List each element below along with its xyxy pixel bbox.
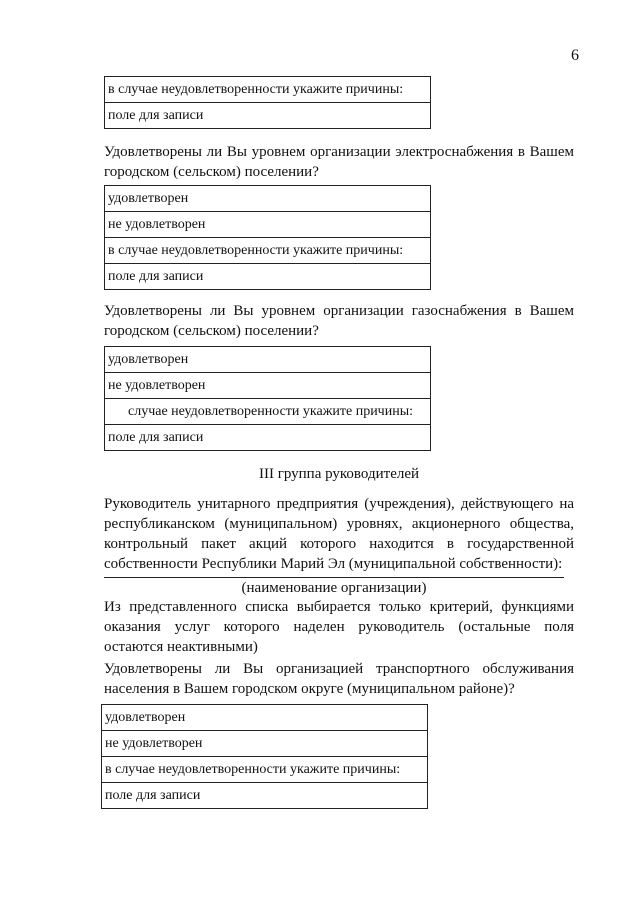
response-table-1 xyxy=(104,76,431,129)
satisfied-option[interactable]: удовлетворен xyxy=(105,347,430,373)
satisfied-option[interactable]: удовлетворен xyxy=(105,186,430,212)
response-table-3 xyxy=(104,346,431,451)
page-number: 6 xyxy=(571,47,579,64)
not-satisfied-option[interactable]: не удовлетворен xyxy=(105,212,430,238)
group-heading: III группа руководителей xyxy=(258,466,420,482)
organization-caption: (наименование организации) xyxy=(241,580,427,596)
entry-field[interactable]: поле для записи xyxy=(108,269,204,284)
entry-field[interactable]: поле для записи xyxy=(105,788,201,803)
response-table-2 xyxy=(104,185,431,290)
reasons-option[interactable]: в случае неудовлетворенности укажите причины: xyxy=(102,757,427,783)
question-transport: Удовлетворены ли Вы организацией транспортного обслуживания населения в Вашем городском округе (муниципальном районе)? xyxy=(104,661,574,697)
question-electricity: Удовлетворены ли Вы уровнем организации электроснабжения в Вашем городском (сельском) поселении? xyxy=(104,144,574,180)
entry-field[interactable]: поле для записи xyxy=(108,108,204,123)
reasons-option[interactable]: случае неудовлетворенности укажите причины: xyxy=(105,399,430,425)
reasons-option[interactable]: в случае неудовлетворенности укажите причины: xyxy=(105,238,430,264)
question-gas: Удовлетворены ли Вы уровнем организации газоснабжения в Вашем городском (сельском) поселении? xyxy=(104,303,574,339)
satisfied-option[interactable]: удовлетворен xyxy=(102,705,427,731)
instruction-text: Из представленного списка выбирается только критерий, функциями оказания услуг которого наделен руководитель (остальные поля остаются неактивными) xyxy=(104,599,574,655)
entry-field[interactable]: поле для записи xyxy=(108,430,204,445)
reasons-option[interactable]: в случае неудовлетворенности укажите причины: xyxy=(105,77,430,103)
organization-name-line[interactable] xyxy=(104,577,564,578)
not-satisfied-option[interactable]: не удовлетворен xyxy=(102,731,427,757)
response-table-4 xyxy=(101,704,428,809)
not-satisfied-option[interactable]: не удовлетворен xyxy=(105,373,430,399)
leader-description: Руководитель унитарного предприятия (учреждения), действующего на республиканском (муниципальном) уровнях, акционерного общества, контрольный пакет акций которого находится в государственной собственности Республики Марий Эл (муниципальной собственности): xyxy=(104,496,574,572)
